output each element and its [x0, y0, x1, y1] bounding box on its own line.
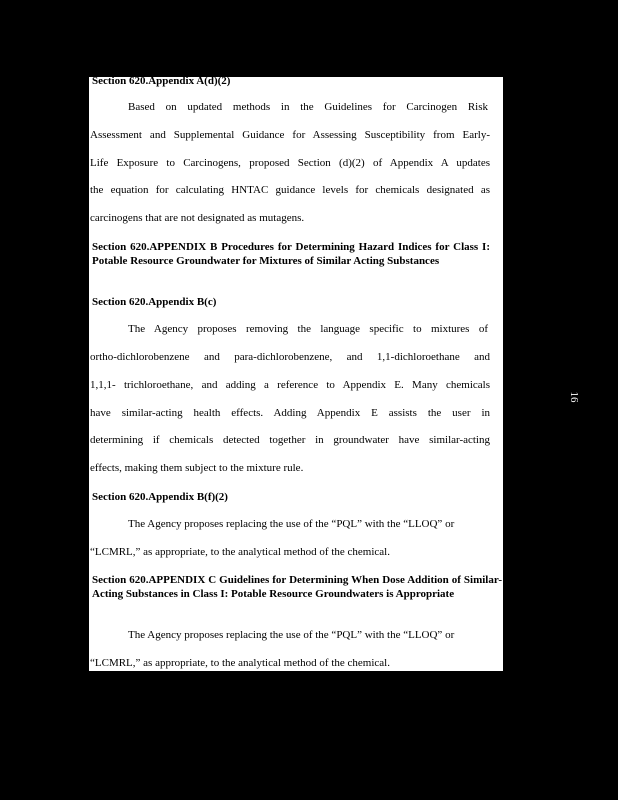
page-number: 16 — [568, 391, 580, 403]
paragraph-line: Life Exposure to Carcinogens, proposed Section (d)(2) of Appendix A updates — [90, 157, 490, 169]
paragraph-line: effects, making them subject to the mixture rule. — [90, 462, 304, 474]
paragraph-line: carcinogens that are not designated as mutagens. — [90, 212, 305, 224]
section-heading-appendix-a-d-2: Section 620.Appendix A(d)(2) — [92, 75, 231, 87]
paragraph-line: “LCMRL,” as appropriate, to the analytical method of the chemical. — [90, 657, 390, 669]
section-heading-appendix-c: Section 620.APPENDIX C Guidelines for Determining When Dose Addition of Similar-Acting Substances in Class I: Potable Resource Groundwaters is Appropriate — [92, 574, 502, 600]
paragraph-line: The Agency proposes replacing the use of the “PQL” with the “LLOQ” or — [128, 518, 455, 530]
document-page — [89, 77, 503, 671]
paragraph-line: 1,1,1- trichloroethane, and adding a reference to Appendix E. Many chemicals — [90, 379, 490, 391]
paragraph-line: The Agency proposes replacing the use of the “PQL” with the “LLOQ” or — [128, 629, 455, 641]
section-heading-appendix-b: Section 620.APPENDIX B Procedures for Determining Hazard Indices for Class I: Potable Resource Groundwater for Mixtures of Similar Acting Substances — [92, 241, 490, 267]
paragraph-line: determining if chemicals detected together in groundwater have similar-acting — [90, 434, 490, 446]
paragraph-line: Assessment and Supplemental Guidance for Assessing Susceptibility from Early- — [90, 129, 490, 141]
paragraph-line: have similar-acting health effects. Adding Appendix E assists the user in — [90, 407, 490, 419]
paragraph-line: the equation for calculating HNTAC guidance levels for chemicals designated as — [90, 184, 490, 196]
paragraph-line: The Agency proposes removing the language specific to mixtures of — [128, 323, 488, 335]
section-heading-appendix-b-f-2: Section 620.Appendix B(f)(2) — [92, 491, 228, 503]
paragraph-line: ortho-dichlorobenzene and para-dichlorobenzene, and 1,1-dichloroethane and — [90, 351, 490, 363]
paragraph-line: Based on updated methods in the Guidelines for Carcinogen Risk — [128, 101, 488, 113]
section-heading-appendix-b-c: Section 620.Appendix B(c) — [92, 296, 217, 308]
paragraph-line: “LCMRL,” as appropriate, to the analytical method of the chemical. — [90, 546, 390, 558]
